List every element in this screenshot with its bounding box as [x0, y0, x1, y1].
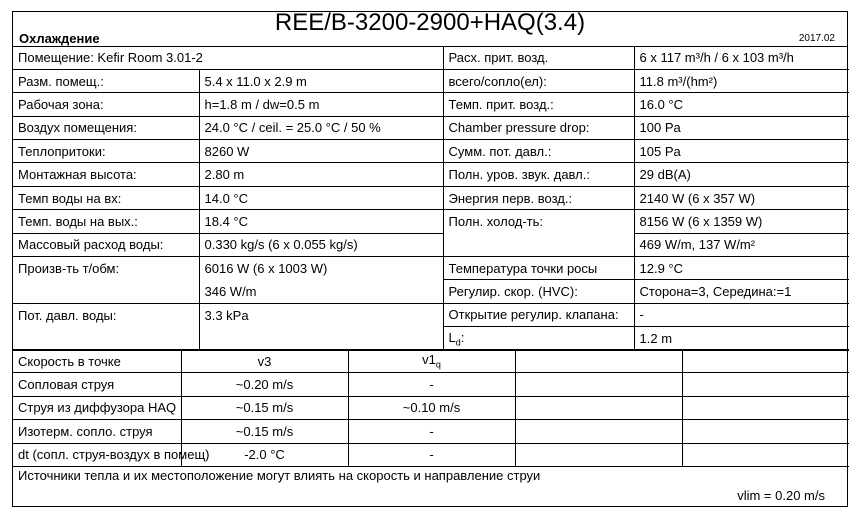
right-param-label: Температура точки росы — [443, 257, 634, 280]
left-param-value: 14.0 °C — [199, 186, 443, 209]
left-param-value: 24.0 °C / ceil. = 25.0 °C / 50 % — [199, 116, 443, 139]
empty-cell — [682, 443, 849, 466]
left-param-value: 5.4 x 11.0 x 2.9 m — [199, 69, 443, 92]
right-param-value: 8156 W (6 x 1359 W) — [634, 210, 849, 233]
parameter-row — [13, 257, 849, 280]
left-param-value: 18.4 °C — [199, 210, 443, 233]
right-param-label: Сумм. пот. давл.: — [443, 140, 634, 163]
right-param-value: 12.9 °C — [634, 257, 849, 280]
left-param-value — [199, 327, 443, 350]
right-param-value: 6 x 117 m³/h / 6 x 103 m³/h — [634, 46, 849, 69]
velocity-head-row — [13, 350, 849, 373]
right-param-label: Регулир. скор. (HVC): — [443, 280, 634, 303]
right-param-label: Полн. уров. звук. давл.: — [443, 163, 634, 186]
right-param-label: Открытие регулир. клапана: — [443, 303, 634, 326]
left-param-value: 8260 W — [199, 140, 443, 163]
footer-note: Источники тепла и их местоположение могут влиять на скорость и направление струи — [18, 468, 541, 483]
empty-cell — [682, 396, 849, 419]
left-param-value: 0.330 kg/s (6 x 0.055 kg/s) — [199, 233, 443, 256]
left-param-value: h=1.8 m / dw=0.5 m — [199, 93, 443, 116]
velocity-head-v3: v3 — [181, 350, 348, 373]
right-param-value: 2140 W (6 x 357 W) — [634, 186, 849, 209]
velocity-row-label: Сопловая струя — [13, 373, 181, 396]
left-param-value: 346 W/m — [199, 280, 443, 303]
velocity-row-label: Изотерм. сопло. струя — [13, 420, 181, 443]
right-param-label: всего/сопло(ел): — [443, 69, 634, 92]
parameter-row — [13, 303, 849, 326]
right-param-value: 11.8 m³/(hm²) — [634, 69, 849, 92]
left-param-value: 2.80 m — [199, 163, 443, 186]
left-param-label: Разм. помещ.: — [13, 69, 199, 92]
parameters-table — [13, 46, 849, 351]
left-param-label — [13, 280, 199, 303]
left-param-label: Произв-ть т/обм: — [13, 257, 199, 280]
parameter-row — [13, 163, 849, 186]
empty-cell — [682, 350, 849, 373]
left-param-label: Воздух помещения: — [13, 116, 199, 139]
empty-cell — [515, 396, 682, 419]
velocity-row-v3: -2.0 °C — [181, 443, 348, 466]
velocity-row — [13, 420, 849, 443]
velocity-row — [13, 443, 849, 466]
left-param-label: Монтажная высота: — [13, 163, 199, 186]
left-param-label: Пот. давл. воды: — [13, 303, 199, 326]
product-title: REE/B-3200-2900+HAQ(3.4) — [274, 9, 586, 36]
left-param-label — [13, 327, 199, 350]
parameter-row — [13, 210, 849, 233]
datasheet — [12, 11, 848, 507]
velocity-row-v1: - — [348, 420, 515, 443]
velocity-table — [13, 349, 849, 467]
empty-cell — [682, 373, 849, 396]
velocity-row — [13, 396, 849, 419]
left-param-label: Рабочая зона: — [13, 93, 199, 116]
parameter-row — [13, 46, 849, 69]
left-param-label: Массовый расход воды: — [13, 233, 199, 256]
right-param-label: Энергия перв. возд.: — [443, 186, 634, 209]
right-param-value: - — [634, 303, 849, 326]
velocity-row-label: dt (сопл. струя-воздух в помещ) — [13, 443, 181, 466]
header — [13, 9, 847, 47]
right-param-value: 16.0 °C — [634, 93, 849, 116]
left-param-value: 3.3 kPa — [199, 303, 443, 326]
empty-cell — [515, 420, 682, 443]
right-param-value: 1.2 m — [634, 327, 849, 350]
left-param-value: 6016 W (6 x 1003 W) — [199, 257, 443, 280]
empty-cell — [515, 373, 682, 396]
right-param-value: 29 dB(A) — [634, 163, 849, 186]
velocity-row-v3: ~0.20 m/s — [181, 373, 348, 396]
right-param-label: Расх. прит. возд. — [443, 46, 634, 69]
right-param-value: 105 Pa — [634, 140, 849, 163]
vlim-value: vlim = 0.20 m/s — [737, 488, 825, 503]
velocity-row-label: Струя из диффузора HAQ — [13, 396, 181, 419]
velocity-row-v1: ~0.10 m/s — [348, 396, 515, 419]
empty-cell — [515, 350, 682, 373]
parameter-row — [13, 69, 849, 92]
right-param-label — [443, 233, 634, 256]
velocity-row-v1: - — [348, 443, 515, 466]
right-param-value: Сторона=3, Середина:=1 — [634, 280, 849, 303]
empty-cell — [682, 420, 849, 443]
right-param-label: Темп. прит. возд.: — [443, 93, 634, 116]
left-param-label: Темп. воды на вых.: — [13, 210, 199, 233]
velocity-row — [13, 373, 849, 396]
left-param-label: Помещение: Kefir Room 3.01-2 — [13, 46, 443, 69]
parameter-row — [13, 280, 849, 303]
velocity-row-v1: - — [348, 373, 515, 396]
parameter-row — [13, 93, 849, 116]
right-param-value: 469 W/m, 137 W/m² — [634, 233, 849, 256]
parameter-row — [13, 233, 849, 256]
parameter-row — [13, 186, 849, 209]
right-param-label: Полн. холод-ть: — [443, 210, 634, 233]
left-param-label: Темп воды на вх: — [13, 186, 199, 209]
mode-label: Охлаждение — [19, 31, 100, 46]
velocity-row-v3: ~0.15 m/s — [181, 396, 348, 419]
parameter-row — [13, 140, 849, 163]
right-param-label: $L_d$: — [443, 327, 634, 350]
version-label: 2017.02 — [798, 33, 835, 44]
right-param-value: 100 Pa — [634, 116, 849, 139]
velocity-row-v3: ~0.15 m/s — [181, 420, 348, 443]
right-param-label: Chamber pressure drop: — [443, 116, 634, 139]
footer — [13, 464, 849, 507]
parameter-row — [13, 327, 849, 350]
velocity-head-label: Скорость в точке — [13, 350, 181, 373]
velocity-head-v1: $v1_q$ — [348, 350, 515, 373]
left-param-label: Теплопритоки: — [13, 140, 199, 163]
empty-cell — [515, 443, 682, 466]
parameter-row — [13, 116, 849, 139]
